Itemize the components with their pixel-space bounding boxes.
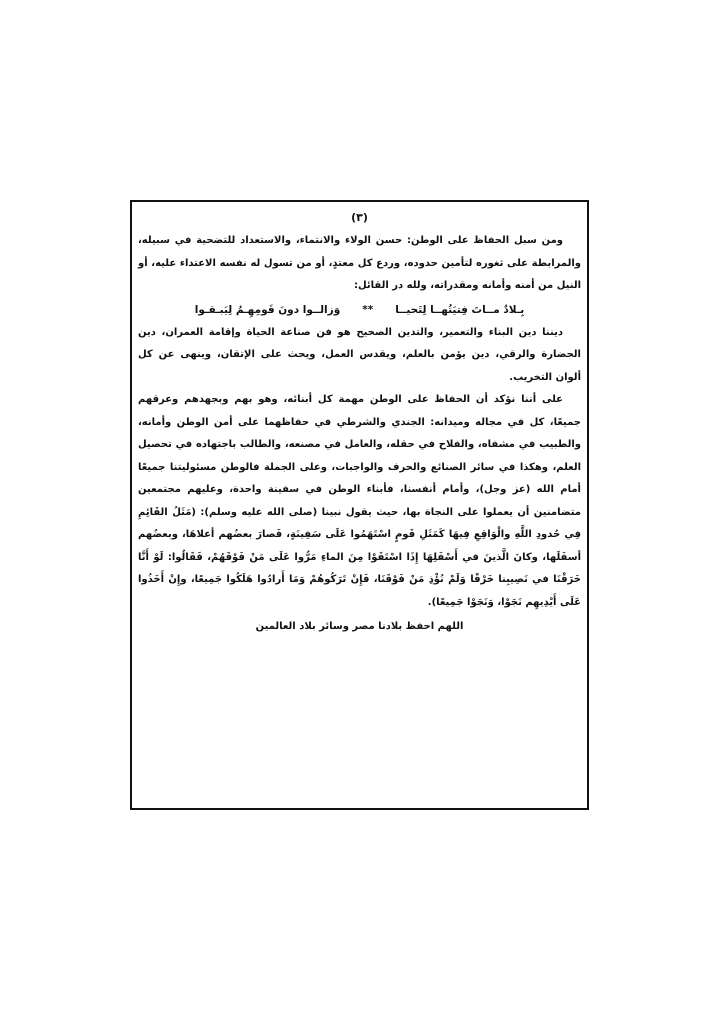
closing-prayer: اللهم احفظ بلادنا مصر وسائر بلاد العالمين (255, 621, 464, 632)
paragraph-responsibility: على أننا نؤكد أن الحفاظ على الوطن مهمة كل أبنائه، وهو بهم وبجهدهم وعرقهم جميعًا، كل في مجاله وميدانه: الجندي والشرطي في حفاظهما على أمن الوطن وأمانه، والطبيب في مشفاه، والفلاح في حقله، والعامل في مصنعه، والطالب باجتهاده في تحصيل العلم، وهكذا في سائر الصنائع والحرف والواجبات، وعلى الجملة فالوطن مسئوليتنا جميعًا أمام الله (عز وجل)، وأمام أنفسنا، فأبناء الوطن في سفينة واحدة، وعليهم مجتمعين متضامنين أن يعملوا على النجاة بها، حيث يقول نبينا (صلى الله عليه وسلم): (مَثَلُ القَائِمِ فِي حُدودِ اللَّهِ والْوَاقِعِ فِيهَا كَمَثَلِ قَومٍ اسْتَهَمُوا عَلَى سَفِينَةٍ، فَصارَ بعضُهم أعلاهَا، وبعضُهم أسفَلَها، وكانَ الَّذينَ في أَسْفَلِهَا إِذَا اسْتَقَوْا مِنَ الماءِ مَرُّوا عَلَى مَنْ فَوْقَهُمْ، فَقَالُوا: لَوْ أَنَّا خَرَقْنَا في نَصِيبِنا خَرْقًا وَلَمْ نُؤْذِ مَنْ فَوْقَنَا، فَإِنْ تَرَكُوهُمْ وَمَا أَرادُوا هَلَكُوا جَمِيعًا، وإِنْ أَخَذُوا عَلَى أَيْدِيهِم نَجَوْا، وَنَجَوْا جَمِيعًا). (138, 394, 581, 608)
paragraph-loyalty: ومن سبل الحفاظ على الوطن: حسن الولاء والانتماء، والاستعداد للتضحية في سبيله، والمرابطة على ثغوره لتأمين حدوده، وردع كل معتدٍ، أو من تسول له نفسه الاعتداء عليه، أو النيل من أمنه وأمانه ومقدراته، ولله در القائل: (138, 235, 581, 291)
page-frame (130, 200, 589, 810)
verse-separator: ** (362, 303, 374, 316)
paragraph-religion: ديننا دين البناء والتعمير، والتدين الصحيح هو فن صناعة الحياة وإقامة العمران، دين الحضارة والرقي، دين يؤمن بالعلم، ويقدس العمل، ويحث على الإتقان، وينهى عن كل ألوان التخريب. (138, 326, 581, 383)
poetry-verse (138, 298, 581, 322)
verse-second-hemistich: وَزالــوا دونَ قَومِهِـمُ لِيَبـقـوا (194, 303, 341, 316)
verse-first-hemistich: بِـلادٌ مــاتَ فِتيَتُهــا لِتَحيــا (395, 303, 525, 316)
page-number: (٣) (351, 211, 368, 224)
document-body (138, 208, 581, 639)
